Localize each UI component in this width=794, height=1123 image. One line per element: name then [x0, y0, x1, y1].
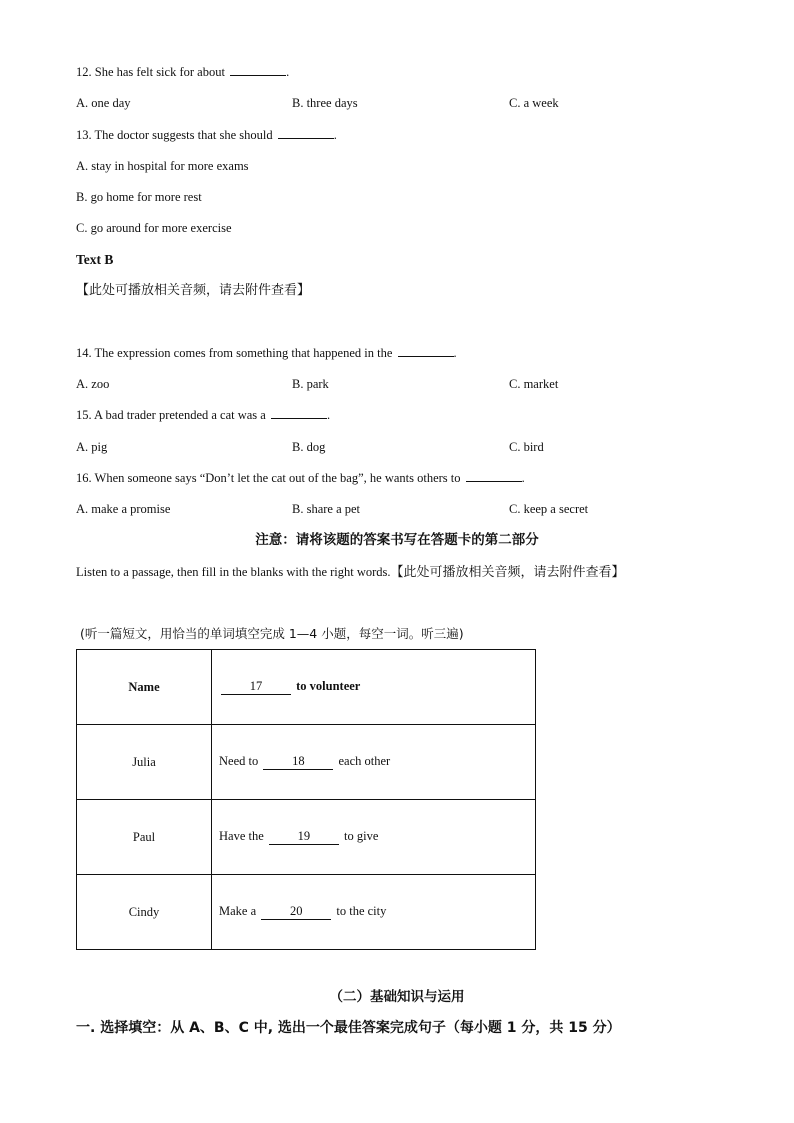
question-end: .: [286, 65, 290, 79]
volunteer-table: [76, 649, 536, 950]
option-12-c[interactable]: C. a week: [509, 96, 559, 110]
header-name: Name: [77, 650, 212, 725]
question-end: .: [326, 408, 331, 422]
answer-blank-18: 18: [263, 754, 333, 770]
option-14-a[interactable]: A. zoo: [76, 377, 110, 391]
option-13-a[interactable]: A. stay in hospital for more exams: [76, 159, 249, 173]
option-15-b[interactable]: B. dog: [292, 440, 326, 454]
question-12: [76, 64, 289, 80]
question-end: .: [333, 128, 337, 142]
question-12-stem: 12. She has felt sick for about: [76, 65, 225, 79]
row-name: Paul: [77, 800, 212, 875]
answer-blank-19: 19: [269, 829, 339, 845]
section-instruction: 一. 选择填空：从 A、B、C 中, 选出一个最佳答案完成句子（每小题 1 分，共 15 分）: [76, 1020, 621, 1036]
option-14-c[interactable]: C. market: [509, 377, 559, 391]
answer-blank: [278, 127, 334, 139]
option-14-b[interactable]: B. park: [292, 377, 329, 391]
row-name: Julia: [77, 725, 212, 800]
answer-blank: [398, 345, 454, 357]
question-13-stem: 13. The doctor suggests that she should: [76, 128, 273, 142]
table-header-row: [77, 650, 536, 725]
option-13-b[interactable]: B. go home for more rest: [76, 190, 202, 204]
listen-audio-note: 【此处可播放相关音频，请去附件查看】: [390, 565, 625, 580]
row-suffix: each other: [338, 754, 391, 768]
table-instruction: (听一篇短文，用恰当的单词填空完成 1—4 小题，每空一词。听三遍): [80, 626, 464, 641]
option-15-a[interactable]: A. pig: [76, 440, 108, 454]
question-14: [76, 345, 457, 361]
row-cell: [212, 875, 536, 950]
answer-blank-17: 17: [221, 679, 291, 695]
question-13: [76, 127, 337, 143]
question-15-stem: 15. A bad trader pretended a cat was a: [76, 408, 266, 422]
row-suffix: to the city: [336, 904, 387, 918]
row-name: Cindy: [77, 875, 212, 950]
audio-note: 【此处可播放相关音频，请去附件查看】: [76, 283, 311, 298]
row-suffix: to give: [344, 829, 379, 843]
question-15: [76, 407, 330, 423]
table-row: [77, 800, 536, 875]
row-cell: [212, 800, 536, 875]
listen-instruction: [76, 564, 625, 581]
option-16-a[interactable]: A. make a promise: [76, 502, 171, 516]
question-16: [76, 470, 525, 486]
row-prefix: Have the: [219, 829, 264, 843]
answer-blank: [466, 470, 522, 482]
listen-instruction-text: Listen to a passage, then fill in the blanks with the right words.: [76, 565, 391, 579]
answer-blank: [230, 64, 286, 76]
option-12-a[interactable]: A. one day: [76, 96, 131, 110]
table-row: [77, 875, 536, 950]
answer-blank-20: 20: [261, 904, 331, 920]
answer-blank: [271, 407, 327, 419]
header-cell: [212, 650, 536, 725]
option-16-b[interactable]: B. share a pet: [292, 502, 361, 516]
option-16-c[interactable]: C. keep a secret: [509, 502, 589, 516]
text-b-title: Text B: [76, 252, 114, 267]
notice-heading: 注意：请将该题的答案书写在答题卡的第二部分: [255, 532, 539, 548]
question-14-stem: 14. The expression comes from something that happened in the: [76, 346, 393, 360]
option-12-b[interactable]: B. three days: [292, 96, 358, 110]
table-row: [77, 725, 536, 800]
option-13-c[interactable]: C. go around for more exercise: [76, 221, 232, 235]
row-prefix: Need to: [219, 754, 259, 768]
question-16-stem: 16. When someone says “Don’t let the cat out of the bag”, he wants others to: [76, 471, 461, 485]
row-prefix: Make a: [219, 904, 257, 918]
question-end: .: [453, 346, 457, 360]
question-end: .: [521, 471, 525, 485]
header-suffix: to volunteer: [296, 679, 361, 693]
section-title: （二）基础知识与运用: [329, 989, 465, 1005]
option-15-c[interactable]: C. bird: [509, 440, 544, 454]
row-cell: [212, 725, 536, 800]
